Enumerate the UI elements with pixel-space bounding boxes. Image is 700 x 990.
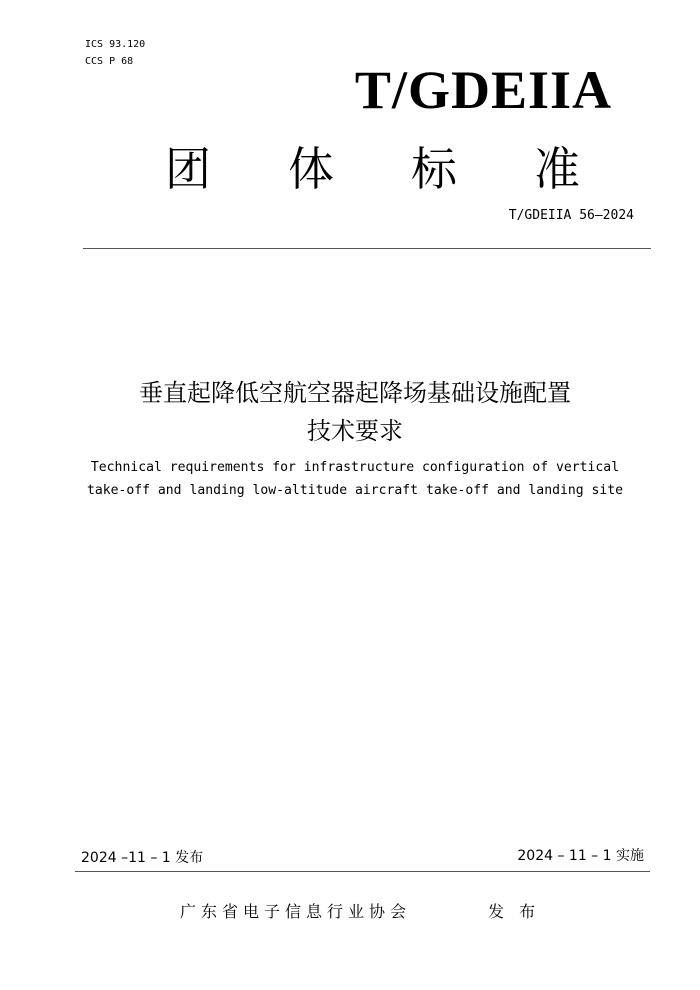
standard-type-heading — [0, 139, 700, 199]
english-title-line: Technical requirements for infrastructure configuration of vertical — [90, 460, 620, 475]
publish-label: 发 布 — [488, 902, 541, 921]
association-brand: T/GDEIIA — [354, 60, 612, 120]
chinese-title-line: 垂直起降低空航空器起降场基础设施配置 — [139, 379, 571, 407]
implementation-date: 2024 – 11 – 1 实施 — [517, 848, 644, 864]
ics-code: ICS 93.120 — [85, 39, 146, 50]
standard-type-char: 准 — [534, 142, 580, 196]
footer-divider — [75, 871, 650, 872]
standard-type-char: 体 — [288, 142, 334, 196]
english-title-line: take-off and landing low-altitude aircraft take-off and landing site — [86, 483, 624, 498]
header-divider — [83, 248, 651, 249]
english-title — [0, 456, 700, 502]
publisher-name: 广东省电子信息行业协会 — [180, 902, 412, 921]
chinese-title-line: 技术要求 — [307, 417, 403, 445]
issue-date: 2024 –11 – 1 发布 — [81, 850, 204, 866]
standard-number: T/GDEIIA 56—2024 — [508, 208, 634, 223]
standard-type-char: 标 — [411, 142, 457, 196]
ccs-code: CCS P 68 — [85, 56, 134, 67]
standard-type-char: 团 — [165, 142, 211, 196]
chinese-title — [0, 374, 700, 450]
